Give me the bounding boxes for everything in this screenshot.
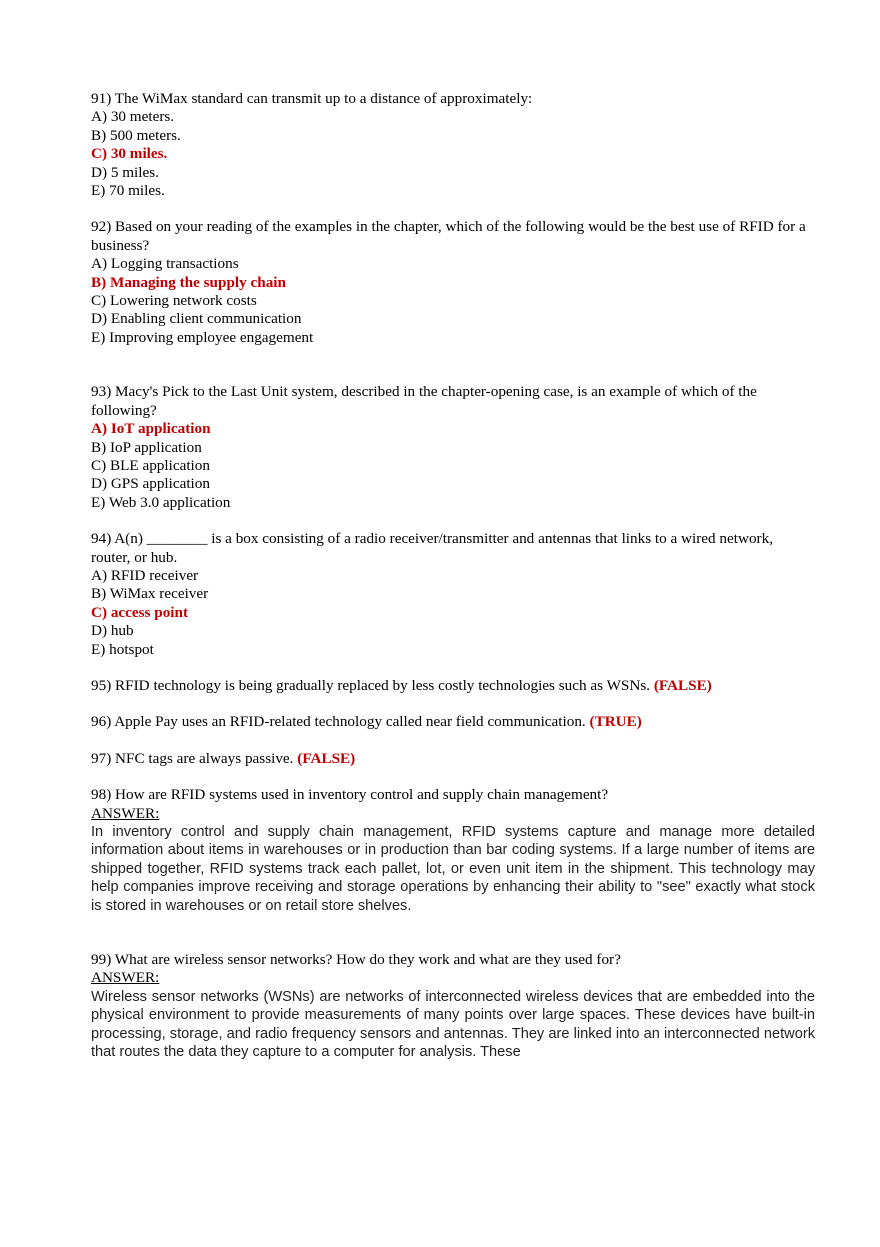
- question-stem: 92) Based on your reading of the examples in the chapter, which of the following would be the best use of RFID for a business?: [91, 218, 806, 254]
- option: A) RFID receiver: [91, 566, 199, 584]
- question-92: [91, 218, 815, 347]
- tf-answer: (FALSE): [653, 676, 712, 694]
- answer-text: Wireless sensor networks (WSNs) are networks of interconnected wireless devices that are embedded into the physical environment to provide measurements of many points over large spaces. These devices have built-in processing, storage, and radio frequency sensors and antennas. They are linked into an interconnected network that routes the data they capture to a computer for analysis. These: [91, 988, 815, 1061]
- option: D) 5 miles.: [91, 163, 159, 181]
- question-stem: 94) A(n) ________ is a box consisting of a radio receiver/transmitter and antennas that links to a wired network, router, or hub.: [91, 530, 773, 566]
- option: E) Improving employee engagement: [91, 328, 314, 346]
- tf-answer: (TRUE): [589, 713, 642, 731]
- option-correct: C) access point: [91, 603, 189, 621]
- answer-text: In inventory control and supply chain management, RFID systems capture and manage more detailed information about items in warehouses or in production than bar coding systems. If a large number of items are shipped together, RFID systems track each pallet, lot, or even unit item in the shipment. This technology may help companies improve receiving and storage operations by enhancing their ability to "see" exactly what stock is stored in warehouses or on retail store shelves.: [91, 824, 815, 914]
- option: A) 30 meters.: [91, 108, 175, 126]
- essay-98: [91, 786, 815, 915]
- option: E) Web 3.0 application: [91, 493, 231, 511]
- option: D) Enabling client communication: [91, 310, 302, 328]
- document-page: [91, 90, 815, 1061]
- essay-question: 99) What are wireless sensor networks? How do they work and what are they used for?: [91, 951, 621, 969]
- essay-question: 98) How are RFID systems used in inventory control and supply chain management?: [91, 786, 609, 804]
- option: C) Lowering network costs: [91, 292, 257, 310]
- option-correct: C) 30 miles.: [91, 145, 168, 163]
- tf-statement: 97) NFC tags are always passive.: [91, 749, 298, 767]
- tf-statement: 96) Apple Pay uses an RFID-related technology called near field communication.: [91, 713, 590, 731]
- option: A) Logging transactions: [91, 255, 239, 273]
- question-stem: 91) The WiMax standard can transmit up to a distance of approximately:: [91, 90, 533, 107]
- true-false-96: [91, 713, 815, 731]
- question-94: [91, 530, 815, 659]
- option: C) BLE application: [91, 456, 210, 474]
- option: B) IoP application: [91, 438, 202, 456]
- option: D) hub: [91, 622, 134, 640]
- question-91: [91, 90, 815, 200]
- option: B) 500 meters.: [91, 126, 181, 144]
- question-stem: 93) Macy's Pick to the Last Unit system, described in the chapter-opening case, is an example of which of the following?: [91, 383, 757, 419]
- answer-label: ANSWER:: [91, 969, 160, 987]
- tf-statement: 95) RFID technology is being gradually replaced by less costly technologies such as WSNs.: [91, 676, 654, 694]
- true-false-97: [91, 750, 815, 768]
- option: E) 70 miles.: [91, 182, 165, 200]
- option-correct: A) IoT application: [91, 420, 211, 438]
- essay-99: [91, 951, 815, 1061]
- option-correct: B) Managing the supply chain: [91, 273, 286, 291]
- true-false-95: [91, 677, 815, 695]
- option: D) GPS application: [91, 475, 210, 493]
- option: B) WiMax receiver: [91, 585, 209, 603]
- answer-label: ANSWER:: [91, 804, 160, 822]
- option: E) hotspot: [91, 640, 154, 658]
- tf-answer: (FALSE): [297, 749, 356, 767]
- question-93: [91, 383, 815, 512]
